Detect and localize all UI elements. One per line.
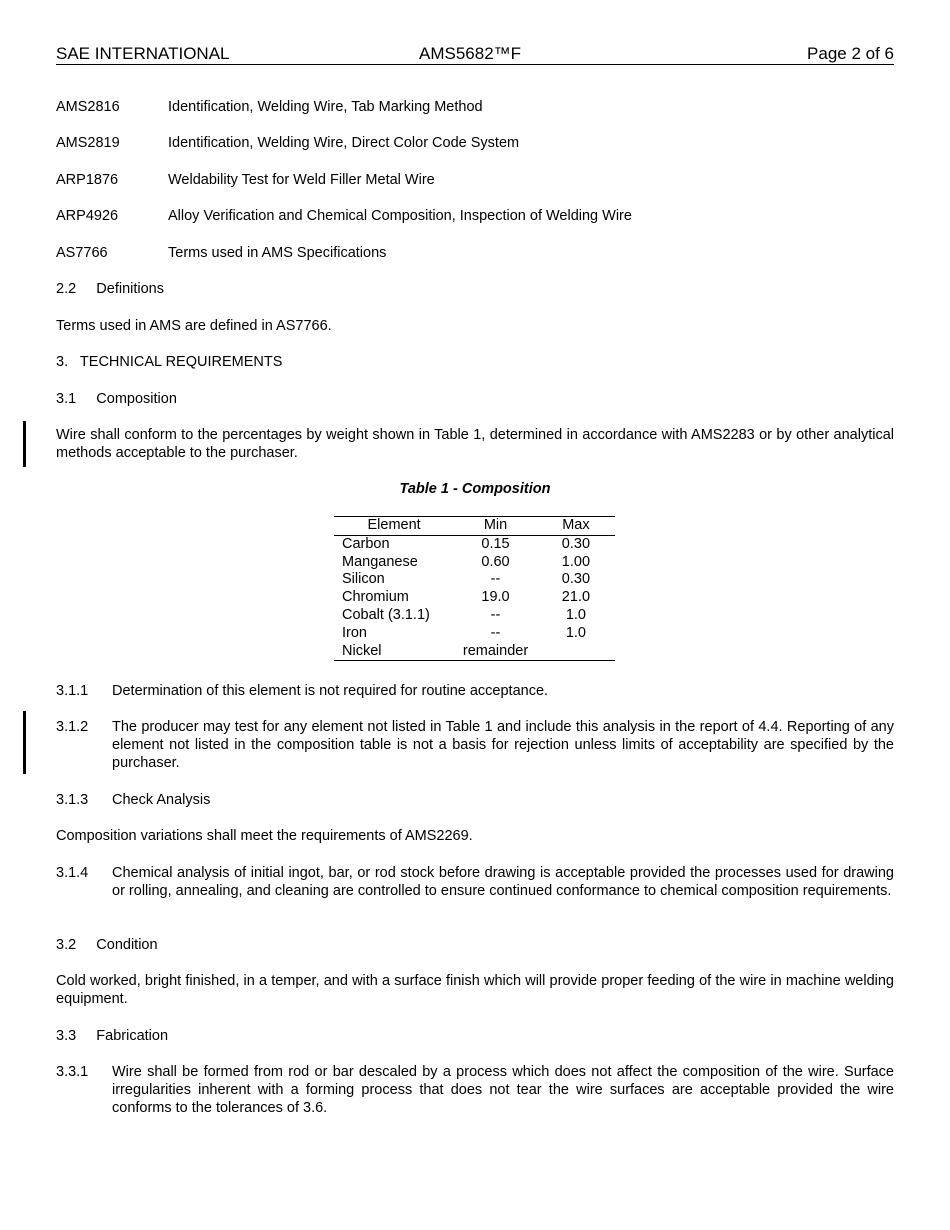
- section-3-2-text: Cold worked, bright finished, in a temper, and with a surface finish which will provide proper feeding of the wire in machine welding equipment.: [56, 973, 894, 1007]
- reference-title: Weldability Test for Weld Filler Metal Wire: [168, 172, 435, 188]
- section-3-heading: 3. TECHNICAL REQUIREMENTS: [56, 354, 283, 370]
- cell-min: 0.60: [481, 553, 510, 570]
- header-document-id: AMS5682™F: [419, 44, 522, 63]
- cell-element: Carbon: [342, 535, 390, 552]
- table-row: [334, 643, 615, 661]
- cell-element: Manganese: [342, 553, 418, 570]
- revision-bar: [23, 421, 26, 467]
- column-header-element: Element: [334, 517, 454, 536]
- cell-element: Chromium: [342, 589, 409, 606]
- cell-min: 0.15: [481, 535, 510, 552]
- page-header: [56, 44, 894, 65]
- column-header-max: Max: [537, 517, 615, 536]
- reference-title: Identification, Welding Wire, Direct Color Code System: [168, 135, 520, 151]
- section-3-1-2-text: The producer may test for any element not listed in Table 1 and include this analysis in the report of 4.4. Reporting of any element not listed in the composition table is not a basis for rejection unless limits of acceptability are specified by the purchaser.: [112, 719, 894, 771]
- section-3-1-4-number: 3.1.4: [56, 865, 89, 881]
- section-3-3-1-text: Wire shall be formed from rod or bar descaled by a process which does not affect the composition of the wire. Surface irregularities inherent with a forming process that does not tear the wire surfaces are acceptable provided the wire conforms to the tolerances of 3.6.: [112, 1064, 894, 1116]
- composition-table: [334, 516, 615, 661]
- cell-min: --: [490, 606, 501, 623]
- section-3-1-4-text: Chemical analysis of initial ingot, bar, or rod stock before drawing is acceptable provided the processes used for drawing or rolling, annealing, and cleaning are controlled to ensure continued conformance to chemical composition requirements.: [112, 865, 894, 899]
- cell-max: 1.0: [565, 606, 586, 623]
- reference-title: Identification, Welding Wire, Tab Marking Method: [168, 99, 483, 115]
- table-row: [334, 554, 615, 572]
- column-header-min: Min: [454, 517, 537, 536]
- table-caption: Table 1 - Composition: [399, 481, 551, 497]
- section-3-1-2-number: 3.1.2: [56, 719, 89, 735]
- revision-bar: [23, 711, 26, 774]
- table-row: [334, 589, 615, 607]
- cell-min: 19.0: [481, 589, 510, 606]
- cell-min: --: [490, 571, 501, 588]
- section-3-1-1-number: 3.1.1: [56, 683, 89, 699]
- reference-code: ARP4926: [56, 208, 119, 224]
- section-3-1-heading: 3.1 Composition: [56, 391, 177, 407]
- reference-code: AS7766: [56, 245, 108, 261]
- section-3-1-1-text: Determination of this element is not required for routine acceptance.: [112, 683, 549, 699]
- cell-element: Nickel: [334, 643, 454, 661]
- table-header-row: [334, 517, 615, 536]
- cell-element: Cobalt (3.1.1): [342, 606, 430, 623]
- cell-max: 0.30: [561, 571, 591, 588]
- cell-min: remainder: [454, 643, 537, 661]
- reference-title: Alloy Verification and Chemical Composition, Inspection of Welding Wire: [168, 208, 632, 224]
- cell-min: --: [490, 624, 501, 641]
- cell-max: 1.00: [561, 553, 591, 570]
- table-row: [334, 571, 615, 589]
- section-3-2-heading: 3.2 Condition: [56, 937, 158, 953]
- reference-code: ARP1876: [56, 172, 119, 188]
- section-2-2-text: Terms used in AMS are defined in AS7766.: [56, 318, 332, 334]
- cell-max: [537, 643, 615, 661]
- table-row: [334, 607, 615, 625]
- section-2-2-heading: 2.2 Definitions: [56, 281, 164, 297]
- cell-max: 0.30: [561, 535, 591, 552]
- table-row: [334, 625, 615, 643]
- header-organization: SAE INTERNATIONAL: [56, 44, 230, 63]
- cell-element: Silicon: [342, 571, 385, 588]
- cell-element: Iron: [342, 624, 367, 641]
- reference-code: AMS2816: [56, 99, 120, 115]
- section-3-3-heading: 3.3 Fabrication: [56, 1028, 169, 1044]
- header-page-number: Page 2 of 6: [807, 44, 894, 63]
- reference-code: AMS2819: [56, 135, 120, 151]
- section-3-1-text: Wire shall conform to the percentages by weight shown in Table 1, determined in accordance with AMS2283 or by other analytical methods acceptable to the purchaser.: [56, 427, 894, 461]
- section-3-1-3-title: Check Analysis: [112, 792, 211, 808]
- section-3-1-3-number: 3.1.3: [56, 792, 89, 808]
- cell-max: 21.0: [561, 589, 591, 606]
- table-row: [334, 535, 615, 553]
- section-3-1-3-text: Composition variations shall meet the requirements of AMS2269.: [56, 828, 473, 844]
- cell-max: 1.0: [565, 624, 586, 641]
- section-3-3-1-number: 3.3.1: [56, 1064, 89, 1080]
- reference-title: Terms used in AMS Specifications: [168, 245, 387, 261]
